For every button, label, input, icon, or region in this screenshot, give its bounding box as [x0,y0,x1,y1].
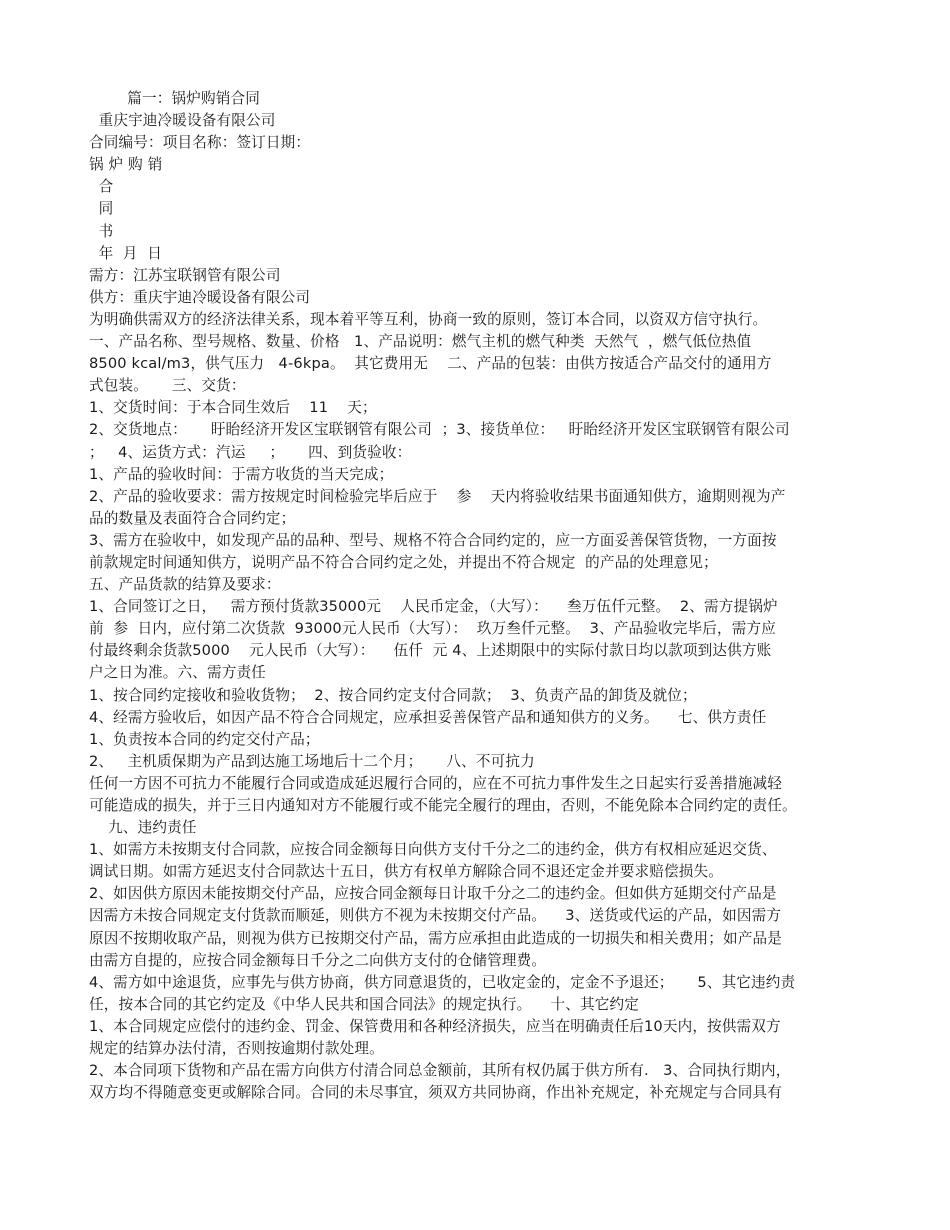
contract-document [89,88,864,1104]
body-line: 式包装。 三、交货： [89,377,246,395]
cover-title-char: 合 [89,178,114,196]
body-line: 4、需方如中途退货，应事先与供方协商，供方同意退货的，已收定金的，定金不予退还； 5、其它违约责 [89,973,796,991]
body-line: 2、如因供方原因未能按期交付产品，应按合同金额每日计取千分之二的违约金。但如供方延期交付产品是 [89,885,777,903]
body-line: 调试日期。如需方延迟支付合同款达十五日，供方有权单方解除合同不退还定金并要求赔偿损失。 [89,863,723,881]
body-line: 1、交货时间：于本合同生效后 11 天； [89,399,377,417]
body-line: 2、交货地点： 盱眙经济开发区宝联钢管有限公司 ；3、接货单位： 盱眙经济开发区宝联钢管有限公司 [89,421,790,439]
body-line: 1、产品的验收时间：于需方收货的当天完成； [89,465,394,483]
body-line: 因需方未按合同规定支付货款而顺延，则供方不视为未按期交付产品。 3、送货或代运的产品，如因需方 [89,907,782,925]
body-line: 2、本合同项下货物和产品在需方向供方付清合同总金额前，其所有权仍属于供方所有. 3、合同执行期内， [89,1062,791,1080]
cover-title-char: 同 [89,200,114,218]
section-heading: 九、违约责任 [89,819,197,837]
contract-meta-line: 合同编号：项目名称：签订日期： [89,134,311,152]
body-line: 1、如需方未按期支付合同款，应按合同金额每日向供方支付千分之二的违约金，供方有权相应延迟交货、 [89,841,777,859]
body-line: 任何一方因不可抗力不能履行合同或造成延迟履行合同的，应在不可抗力事件发生之日起实行妥善措施减轻 [89,774,782,792]
company-name: 重庆宇迪冷暖设备有限公司 [89,112,276,130]
body-line: 2、 主机质保期为产品到达施工场地后十二个月； 八、不可抗力 [89,752,535,770]
body-line: 原因不按期收取产品，则视为供方已按期交付产品，需方应承担由此造成的一切损失和相关费用；如产品是 [89,929,782,947]
body-line: 2、产品的验收要求：需方按规定时间检验完毕后应于 参 天内将验收结果书面通知供方，逾期则视为产 [89,487,786,505]
preamble: 为明确供需双方的经济法律关系，现本着平等互利，协商一致的原则，签订本合同，以资双方信守执行。 [89,310,768,328]
cover-title-char: 书 [89,222,114,240]
body-line: 1、负责按本合同的约定交付产品； [89,730,320,748]
body-line: 户之日为准。六、需方责任 [89,664,266,682]
document-title: 篇一：锅炉购销合同 [89,90,261,107]
supplier-line: 供方：重庆宇迪冷暖设备有限公司 [89,288,311,306]
body-line: 前款规定时间通知供方，说明产品不符合合同约定之处，并提出不符合规定 的产品的处理意见； [89,553,718,571]
body-line: 双方均不得随意变更或解除合同。合同的未尽事宜，须双方共同协商，作出补充规定，补充规定与合同具有 [89,1084,782,1102]
cover-title: 锅 炉 购 销 [89,156,163,174]
body-line: 可能造成的损失，并于三日内通知对方不能履行或不能完全履行的理由，否则，不能免除本合同约定的责任。 [89,797,797,814]
body-line: 一、产品名称、型号规格、数量、价格 1、产品说明：燃气主机的燃气种类 天然气 ，燃气低位热值 [89,333,752,351]
body-line: 任，按本合同的其它约定及《中华人民共和国合同法》的规定执行。 十、其它约定 [89,995,639,1013]
body-line: 前 参 日内，应付第二次货款 93000元人民币（大写）： 玖万叁仟元整。 3、产品验收完毕后，需方应 [89,620,776,638]
body-line: 1、按合同约定接收和验收货物； 2、按合同约定支付合同款； 3、负责产品的卸货及就位； [89,686,697,704]
section-heading: 五、产品货款的结算及要求： [89,576,281,594]
cover-date: 年 月 日 [89,244,162,262]
body-line: 1、合同签订之日， 需方预付货款35000元 人民币定金，（大写）： 叁万伍仟元整。 2、需方提锅炉 [89,598,778,616]
body-line: ； 4、运货方式：汽运 ； 四、到货验收： [89,443,412,461]
body-line: 4、经需方验收后，如因产品不符合合同规定，应承担妥善保管产品和通知供方的义务。 七、供方责任 [89,708,767,726]
body-line: 由需方自提的，应按合同金额每日千分之二向供方支付的仓储管理费。 [89,951,547,969]
body-line: 8500 kcal/m3，供气压力 4-6kpa。 其它费用无 二、产品的包装：由供方按适合产品交付的通用方 [89,355,772,373]
body-line: 3、需方在验收中，如发现产品的品种、型号、规格不符合合同约定的，应一方面妥善保管货物，一方面按 [89,531,777,549]
body-line: 付最终剩余货款5000 元人民币（大写）： 伍仟 元 4、上述期限中的实际付款日均以款项到达供方账 [89,642,772,660]
body-line: 品的数量及表面符合合同约定； [89,509,296,527]
buyer-line: 需方：江苏宝联钢管有限公司 [89,266,281,284]
body-line: 1、本合同规定应偿付的违约金、罚金、保管费用和各种经济损失，应当在明确责任后10天内，按供需双方 [89,1017,781,1035]
body-line: 规定的结算办法付清，否则按逾期付款处理。 [89,1040,384,1058]
